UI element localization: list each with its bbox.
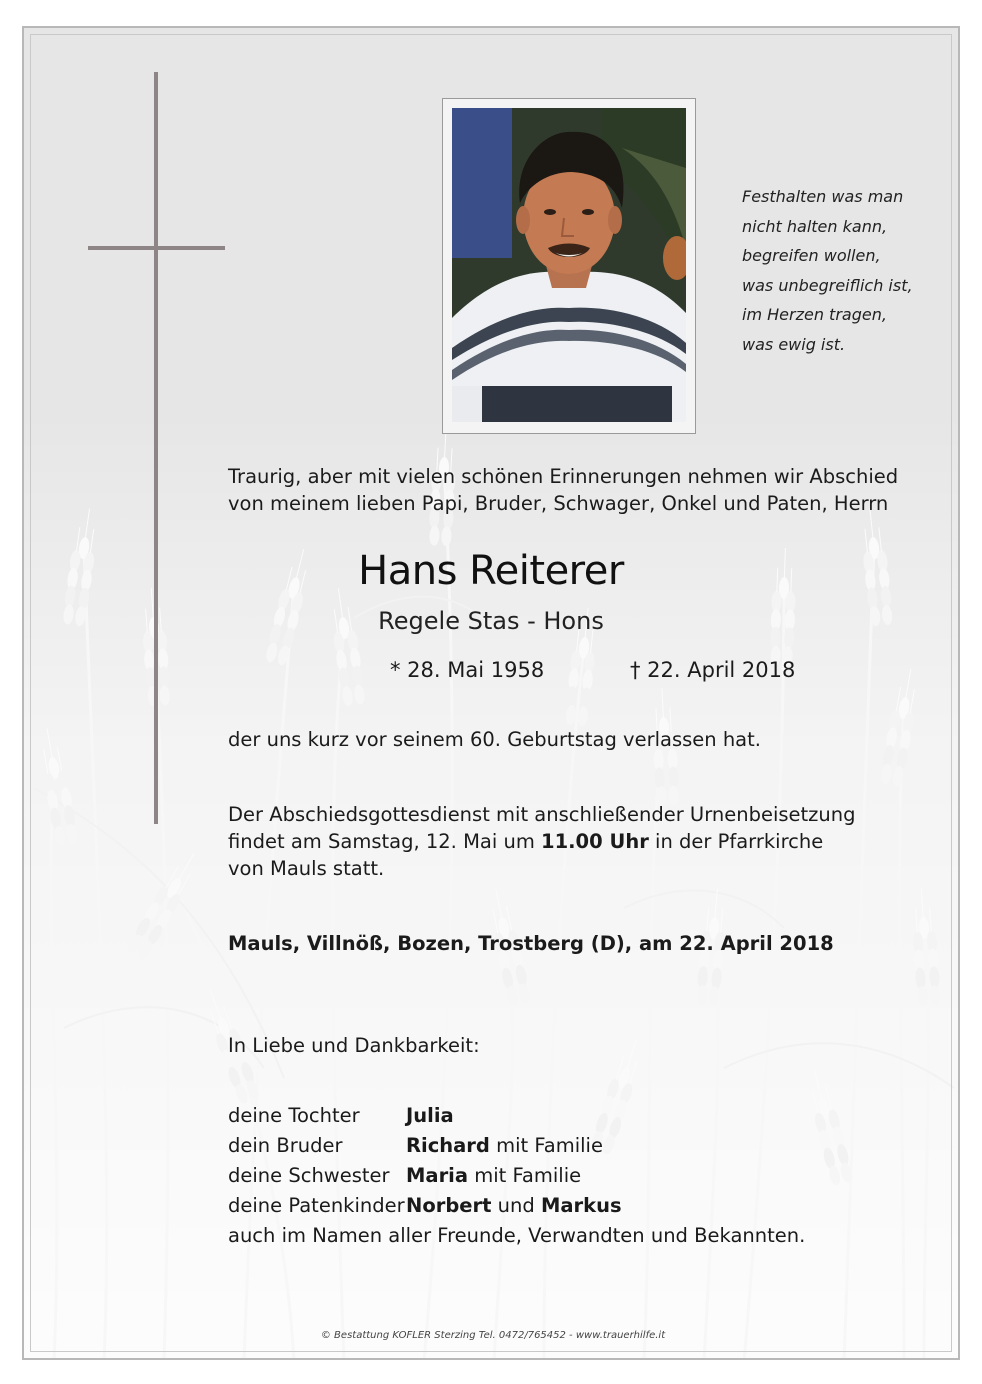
quote-line: was unbegreiflich ist, xyxy=(742,275,913,295)
closing-line: auch im Namen aller Freunde, Verwandten und Bekannten. xyxy=(228,1224,806,1247)
relative-name: Markus xyxy=(540,1194,622,1217)
service-line: Der Abschiedsgottesdienst mit anschließender Urnenbeisetzung xyxy=(228,803,856,826)
relative-suffix: mit Familie xyxy=(468,1164,582,1187)
relative-row xyxy=(228,1161,805,1191)
birth-date: * 28. Mai 1958 xyxy=(390,658,545,682)
intro-line: von meinem lieben Papi, Bruder, Schwager, Onkel und Paten, Herrn xyxy=(228,492,889,515)
relative-name-group xyxy=(406,1131,603,1161)
relative-suffix: mit Familie xyxy=(489,1134,603,1157)
quote-line: nicht halten kann, xyxy=(742,216,888,236)
relative-name: Julia xyxy=(406,1104,454,1127)
service-text: in der Pfarrkirche xyxy=(648,830,824,853)
relative-row xyxy=(228,1191,805,1221)
quote-line: Festhalten was man xyxy=(742,187,904,206)
obituary-card xyxy=(22,26,960,1360)
service-time: 11.00 Uhr xyxy=(541,830,649,853)
deceased-name: Hans Reiterer xyxy=(358,548,624,594)
service-line xyxy=(228,828,856,855)
memorial-quote xyxy=(742,182,913,359)
quote-line: begreifen wollen, xyxy=(742,246,881,265)
relative-name-group xyxy=(406,1191,622,1221)
cross-icon-horizontal-bar xyxy=(88,246,225,250)
relative-label: deine Schwester xyxy=(228,1164,390,1187)
relative-row xyxy=(228,1131,805,1161)
gratitude-line: In Liebe und Dankbarkeit: xyxy=(228,1034,480,1057)
portrait-photo xyxy=(452,108,686,422)
relative-name: Maria xyxy=(406,1164,469,1187)
service-line: von Mauls statt. xyxy=(228,857,385,880)
relative-row xyxy=(228,1101,805,1131)
relative-label: dein Bruder xyxy=(228,1134,343,1157)
intro-line: Traurig, aber mit vielen schönen Erinnerungen nehmen wir Abschied xyxy=(228,465,899,488)
age-note: der uns kurz vor seinem 60. Geburtstag verlassen hat. xyxy=(228,728,761,751)
portrait-frame xyxy=(442,98,696,434)
intro-text xyxy=(228,463,898,517)
relative-label: deine Patenkinder xyxy=(228,1194,405,1217)
places-and-date: Mauls, Villnöß, Bozen, Trostberg (D), am 22. April 2018 xyxy=(228,932,834,955)
quote-line: was ewig ist. xyxy=(742,334,846,354)
relatives-list xyxy=(228,1101,805,1251)
service-text: findet am Samstag, 12. Mai um xyxy=(228,830,542,853)
relative-name: Norbert xyxy=(406,1194,492,1217)
deceased-nickname: Regele Stas - Hons xyxy=(378,607,604,635)
relative-suffix: und xyxy=(491,1194,541,1217)
service-announcement xyxy=(228,801,856,882)
relative-name-group xyxy=(406,1161,581,1191)
relative-name: Richard xyxy=(406,1134,490,1157)
relative-label: deine Tochter xyxy=(228,1104,360,1127)
death-date: † 22. April 2018 xyxy=(630,658,796,682)
cross-icon-vertical-bar xyxy=(154,72,158,824)
relative-name-group xyxy=(406,1101,454,1131)
quote-line: im Herzen tragen, xyxy=(742,305,887,324)
funeral-home-footer: © Bestattung KOFLER Sterzing Tel. 0472/765452 - www.trauerhilfe.it xyxy=(320,1330,666,1341)
